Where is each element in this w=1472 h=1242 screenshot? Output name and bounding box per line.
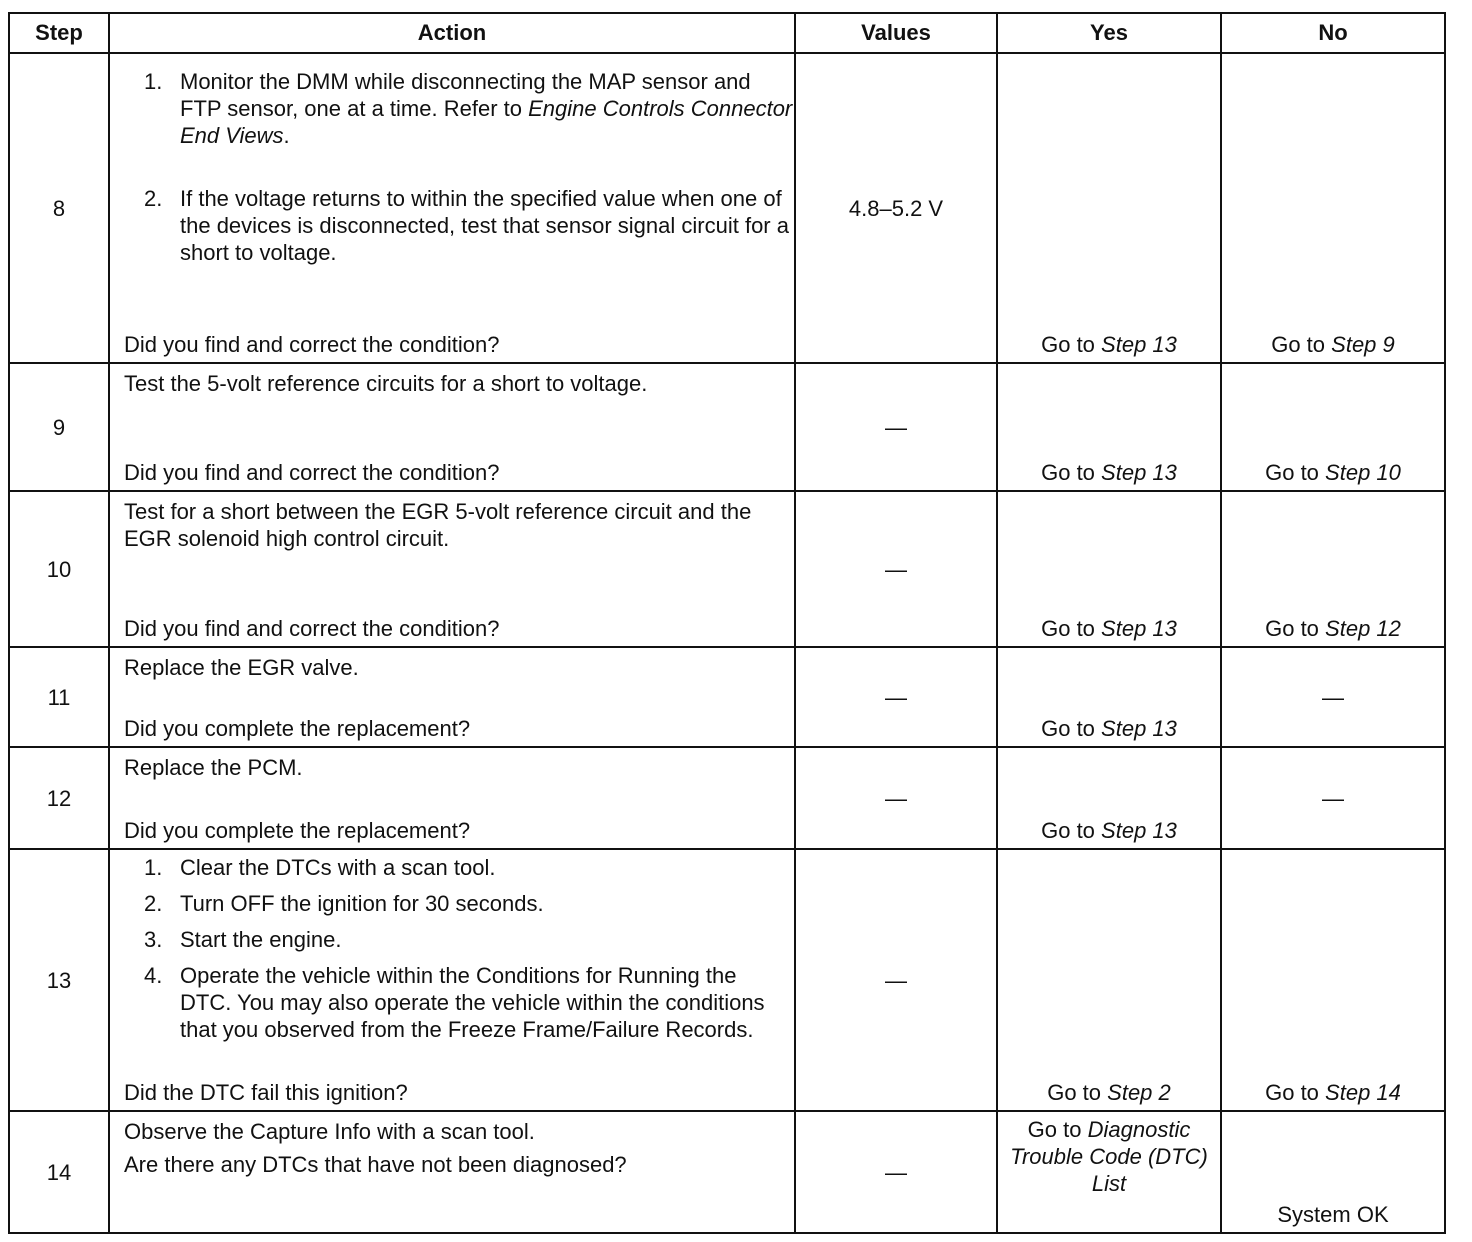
value-cell: — [795, 849, 997, 1111]
table-row [9, 747, 1445, 849]
table-row [9, 53, 1445, 363]
table-row [9, 491, 1445, 647]
value-cell: — [795, 363, 997, 491]
question-text: Did you find and correct the condition? [124, 332, 500, 357]
go-to-link: Go to Step 13 [1041, 818, 1177, 843]
item-text: If the voltage returns to within the specified value when one of the devices is disconnected, test that sensor signal circuit for a short to voltage. [180, 186, 789, 265]
step-number: 10 [9, 491, 109, 647]
no-cell [1221, 1111, 1445, 1233]
yes-cell [997, 849, 1221, 1111]
table-row [9, 363, 1445, 491]
table-row [9, 849, 1445, 1111]
action-item [110, 890, 788, 917]
action-item [110, 185, 794, 266]
header-no: No [1221, 13, 1445, 53]
go-to-link: Go to Step 2 [1047, 1080, 1171, 1105]
action-text: Replace the EGR valve. [124, 655, 359, 680]
item-text: Monitor the DMM while disconnecting the MAP sensor and FTP sensor, one at a time. Refer to [180, 69, 751, 121]
action-text: Test the 5-volt reference circuits for a short to voltage. [124, 371, 648, 396]
question-text: Are there any DTCs that have not been diagnosed? [124, 1152, 627, 1177]
yes-cell [997, 491, 1221, 647]
action-item [110, 962, 788, 1043]
action-text: Replace the PCM. [124, 755, 303, 780]
yes-cell [997, 1111, 1221, 1233]
header-values: Values [795, 13, 997, 53]
yes-cell [997, 647, 1221, 747]
action-cell [109, 491, 795, 647]
item-number: 2. [144, 891, 163, 916]
item-number: 1. [144, 69, 163, 94]
action-item [110, 854, 788, 881]
item-text: Operate the vehicle within the Conditions for Running the DTC. You may also operate the vehicle within the conditions that you observed from the Freeze Frame/Failure Records. [180, 963, 765, 1042]
question-text: Did the DTC fail this ignition? [124, 1080, 408, 1105]
question-text: Did you find and correct the condition? [124, 460, 500, 485]
question-text: Did you complete the replacement? [124, 818, 471, 843]
action-text: Test for a short between the EGR 5-volt reference circuit and the EGR solenoid high control circuit. [124, 499, 752, 551]
go-to-link: Go to Step 13 [1041, 616, 1177, 641]
action-cell [109, 53, 795, 363]
question-text: Did you complete the replacement? [124, 716, 471, 741]
step-number: 9 [9, 363, 109, 491]
go-to-link: Go to Step 10 [1265, 460, 1401, 485]
go-to-link: Go to Step 12 [1265, 616, 1401, 641]
action-cell [109, 647, 795, 747]
yes-cell [997, 363, 1221, 491]
step-number: 11 [9, 647, 109, 747]
item-text: Turn OFF the ignition for 30 seconds. [180, 891, 544, 916]
no-cell [1221, 363, 1445, 491]
step-number: 8 [9, 53, 109, 363]
go-to-link: Go to Step 13 [1041, 332, 1177, 357]
header-step: Step [9, 13, 109, 53]
action-item [110, 926, 788, 953]
no-cell [1221, 849, 1445, 1111]
item-text: Clear the DTCs with a scan tool. [180, 855, 496, 880]
action-text: Observe the Capture Info with a scan tool. [124, 1119, 535, 1144]
go-to-link: Go to Step 9 [1271, 332, 1395, 357]
table-row [9, 647, 1445, 747]
item-text: Start the engine. [180, 927, 342, 952]
question-text: Did you find and correct the condition? [124, 616, 500, 641]
header-row [9, 13, 1445, 53]
go-to-link: Go to Step 14 [1265, 1080, 1401, 1105]
value-cell: — [795, 647, 997, 747]
no-cell: — [1221, 747, 1445, 849]
item-number: 1. [144, 855, 163, 880]
value-cell: — [795, 747, 997, 849]
header-action: Action [109, 13, 795, 53]
value-cell: — [795, 1111, 997, 1233]
diagnostic-table [8, 12, 1446, 1234]
no-cell [1221, 53, 1445, 363]
action-item [110, 68, 794, 149]
header-yes: Yes [997, 13, 1221, 53]
no-cell [1221, 491, 1445, 647]
item-number: 4. [144, 963, 163, 988]
yes-cell [997, 747, 1221, 849]
action-cell [109, 849, 795, 1111]
system-ok-text: System OK [1277, 1202, 1389, 1227]
item-number: 3. [144, 927, 163, 952]
go-to-link: Go to Step 13 [1041, 460, 1177, 485]
item-number: 2. [144, 186, 163, 211]
step-number: 14 [9, 1111, 109, 1233]
table-row [9, 1111, 1445, 1233]
action-cell [109, 363, 795, 491]
yes-cell [997, 53, 1221, 363]
action-cell [109, 1111, 795, 1233]
step-number: 13 [9, 849, 109, 1111]
item-reference: Engine Controls Connector End Views [180, 96, 793, 148]
go-to-link: Go to Diagnostic Trouble Code (DTC) List [1010, 1117, 1208, 1196]
step-number: 12 [9, 747, 109, 849]
item-reference-suffix: . [283, 123, 290, 148]
go-to-link: Go to Step 13 [1041, 716, 1177, 741]
no-cell: — [1221, 647, 1445, 747]
value-cell: — [795, 491, 997, 647]
value-cell: 4.8–5.2 V [795, 53, 997, 363]
action-cell [109, 747, 795, 849]
